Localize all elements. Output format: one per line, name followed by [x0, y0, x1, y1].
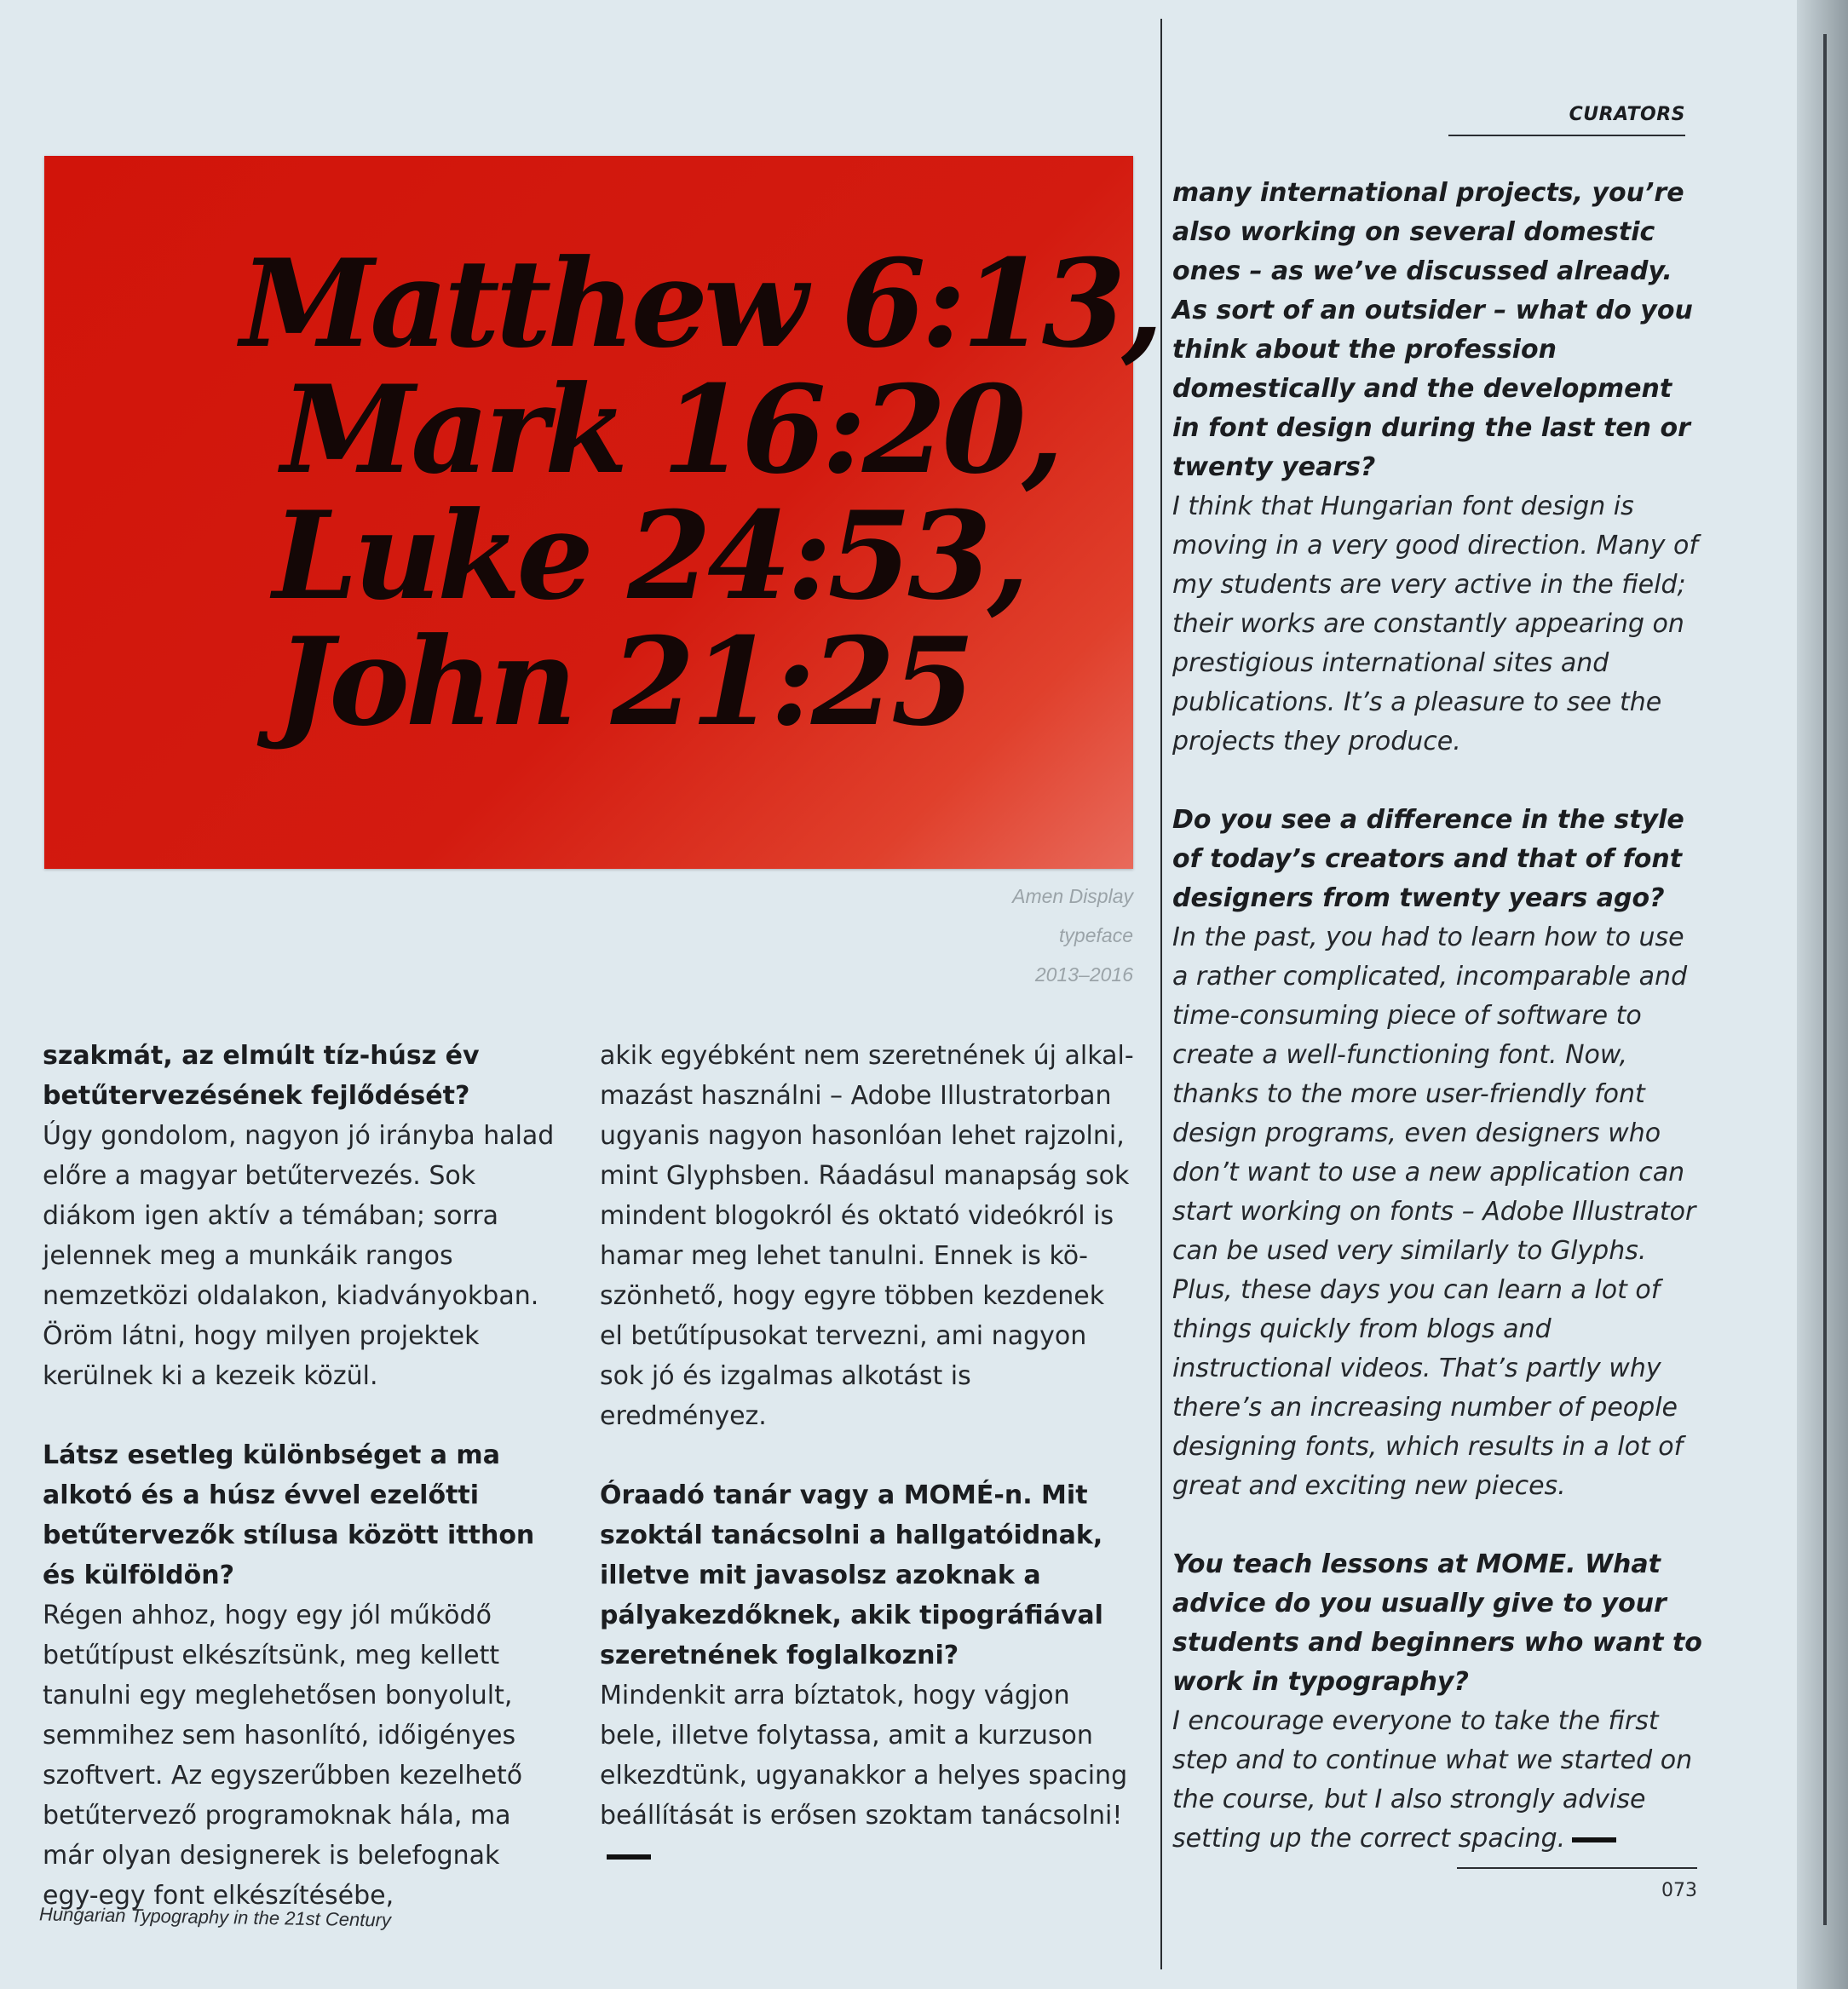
interview-answer: Régen ahhoz, hogy egy jól működő betűtípust elkészítsünk, meg kellett tanulni egy meglehetősen bonyolult, semmihez sem hasonlító, időigényes szoftvert. Az egyszerűbben kezelhető betűtervező programoknak hála, ma már olyan designerek is belefognak egy-egy font elkészítésébe,	[43, 1601, 523, 1911]
english-column	[1172, 174, 1702, 1859]
hungarian-column-1	[43, 1036, 562, 1916]
specimen-line: Matthew 6:13,	[240, 233, 1160, 375]
section-label: CURATORS	[1569, 104, 1685, 125]
interview-answer: I think that Hungarian font design is moving in a very good direction. Many of my students are very active in the field; their works are constantly appearing on prestigious international sites and publications. It’s a pleasure to see the projects they produce.	[1172, 492, 1698, 756]
book-title: Hungarian Typography in the 21st Century	[38, 1903, 392, 1931]
column-divider	[1160, 19, 1162, 1969]
interview-answer: akik egyébként nem szeretnének új alkalmazást használni – Adobe Illustratorban ugyanis nagyon hasonlóan lehet rajzolni, mint Glyphsben. Ráadásul manapság sok mindent blogokról és oktató videókról is hamar meg lehet tanulni. Ennek is köszönhető, hogy egyre többen kezdenek el betűtípusokat tervezni, ami nagyon sok jó és izgalmas alkotást is eredményez.	[600, 1041, 1134, 1431]
end-mark	[607, 1854, 651, 1860]
interview-answer	[600, 1676, 1135, 1876]
typeface-specimen-image	[44, 156, 1160, 869]
page-edge	[1823, 34, 1827, 1925]
footer-rule	[1457, 1867, 1697, 1869]
figure-caption-line: typeface	[1059, 924, 1133, 946]
interview-question: Látsz esetleg különbséget a ma alkotó és a húsz évvel ezelőtti betűtervezők stílusa között itthon és külföldön?	[43, 1440, 535, 1590]
interview-question: Óraadó tanár vagy a MOMÉ-n. Mit szoktál tanácsolni a hallgatóidnak, illetve mit javasolsz azoknak a pályakezdőknek, akik tipográfiával szeretnének foglalkozni?	[600, 1480, 1103, 1670]
interview-question: Do you see a difference in the style of today’s creators and that of font designers from twenty years ago?	[1172, 805, 1684, 913]
specimen-line: Mark 16:20,	[281, 359, 1060, 501]
interview-answer	[1172, 1702, 1702, 1859]
specimen-line: John 21:25	[276, 612, 971, 753]
page-gutter-shadow	[1797, 0, 1848, 1989]
page-number: 073	[1661, 1880, 1697, 1901]
end-mark	[1572, 1837, 1616, 1842]
figure-caption-line: 2013–2016	[1034, 963, 1133, 986]
section-rule-top	[1448, 135, 1685, 136]
specimen-text	[240, 233, 1160, 753]
interview-question: many international projects, you’re also working on several domestic ones – as we’ve discussed already. As sort of an outsider – what do you think about the profession domestically and the development in font design during the last ten or twenty years?	[1172, 178, 1693, 482]
figure-caption-line: Amen Display	[1012, 885, 1133, 907]
interview-question: You teach lessons at MOME. What advice do you usually give to your students and beginners who want to work in typography?	[1172, 1549, 1702, 1697]
answer-text: I encourage everyone to take the first step and to continue what we started on the course, but I also strongly advise setting up the correct spacing.	[1172, 1706, 1693, 1854]
answer-text: Mindenkit arra bíztatok, hogy vágjon bele, illetve folytassa, amit a kurzuson elkezdtünk, ugyanakkor a helyes spacing beállítását is erősen szoktam tanácsolni!	[600, 1681, 1128, 1831]
interview-answer: In the past, you had to learn how to use a rather complicated, incomparable and time-consuming piece of software to create a well-functioning font. Now, thanks to the more user-friendly font design programs, even designers who don’t want to use a new application can start working on fonts – Adobe Illustrator can be used very similarly to Glyphs. Plus, these days you can learn a lot of things quickly from blogs and instructional videos. That’s partly why there’s an increasing number of people designing fonts, which results in a lot of great and exciting new pieces.	[1172, 923, 1696, 1501]
hungarian-column-2	[600, 1036, 1135, 1876]
interview-question: szakmát, az elmúlt tíz-húsz év betűtervezésének fejlődését?	[43, 1041, 480, 1111]
specimen-line: Luke 24:53,	[273, 486, 1026, 627]
interview-answer: Úgy gondolom, nagyon jó irányba halad előre a magyar betűtervezés. Sok diákom igen aktív a témában; sorra jelennek meg a munkáik rangos nemzetközi oldalakon, kiadványokban. Öröm látni, hogy milyen projektek kerülnek ki a kezeik közül.	[43, 1121, 555, 1391]
